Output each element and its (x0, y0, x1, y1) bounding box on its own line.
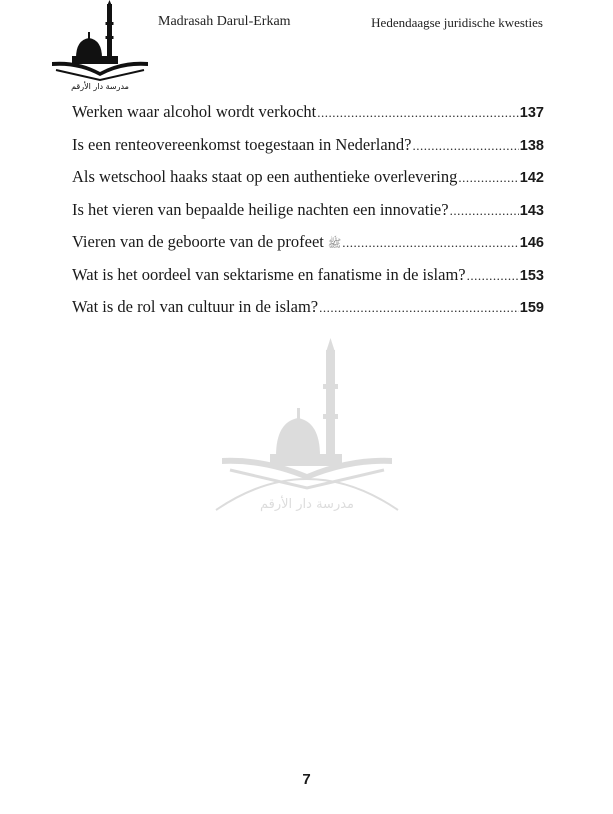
madrasah-watermark-icon (212, 338, 402, 518)
toc-leader-dots (412, 130, 518, 163)
toc-entry-page: 138 (519, 137, 544, 154)
toc-entry-page: 153 (519, 267, 544, 284)
toc-entry-title: Wat is het oordeel van sektarisme en fanatisme in de islam? (72, 264, 466, 284)
toc-entry[interactable] (72, 96, 544, 129)
toc-entry[interactable] (72, 129, 544, 162)
madrasah-logo-icon (46, 0, 154, 92)
toc-entry-title-text: Vieren van de geboorte van de profeet (72, 232, 324, 251)
toc-entry-title: Als wetschool haaks staat op een authentieke overlevering (72, 167, 458, 186)
toc-leader-dots (342, 227, 519, 260)
toc-entry-title: Wat is de rol van cultuur in de islam? (72, 297, 319, 316)
toc-entry[interactable] (72, 226, 544, 259)
logo-arabic-text: مدرسة دار الأرقم (71, 82, 129, 91)
toc-entry-page: 137 (519, 105, 544, 121)
toc-entry[interactable] (72, 161, 544, 194)
salawat-symbol: ﷺ (327, 238, 342, 250)
toc-entry[interactable] (72, 291, 544, 324)
toc-entry-page: 143 (519, 202, 544, 219)
toc-entry-title: Werken waar alcohol wordt verkocht (72, 102, 317, 121)
watermark-arabic-text: مدرسة دار الأرقم (259, 497, 355, 512)
toc-entry-title: Is het vieren van bepaalde heilige nachten een innovatie? (72, 199, 449, 219)
page-number: 7 (302, 771, 311, 788)
header-publisher: Madrasah Darul-Erkam (158, 14, 291, 29)
toc-entry-page: 159 (519, 300, 544, 316)
toc-entry[interactable] (72, 259, 544, 292)
toc-entry-page: 142 (519, 170, 544, 186)
header-book-title: Hedendaagse juridische kwesties (371, 15, 543, 30)
toc-entry-title: Is een renteovereenkomst toegestaan in Nederland? (72, 134, 412, 154)
toc-entry-page: 146 (519, 235, 544, 251)
toc-entry-title (72, 226, 341, 261)
toc-leader-dots (450, 195, 519, 228)
toc-leader-dots (467, 260, 519, 293)
toc-leader-dots (458, 162, 518, 195)
toc-leader-dots (317, 97, 519, 130)
table-of-contents (72, 96, 544, 324)
toc-entry[interactable] (72, 194, 544, 227)
toc-leader-dots (319, 292, 519, 325)
